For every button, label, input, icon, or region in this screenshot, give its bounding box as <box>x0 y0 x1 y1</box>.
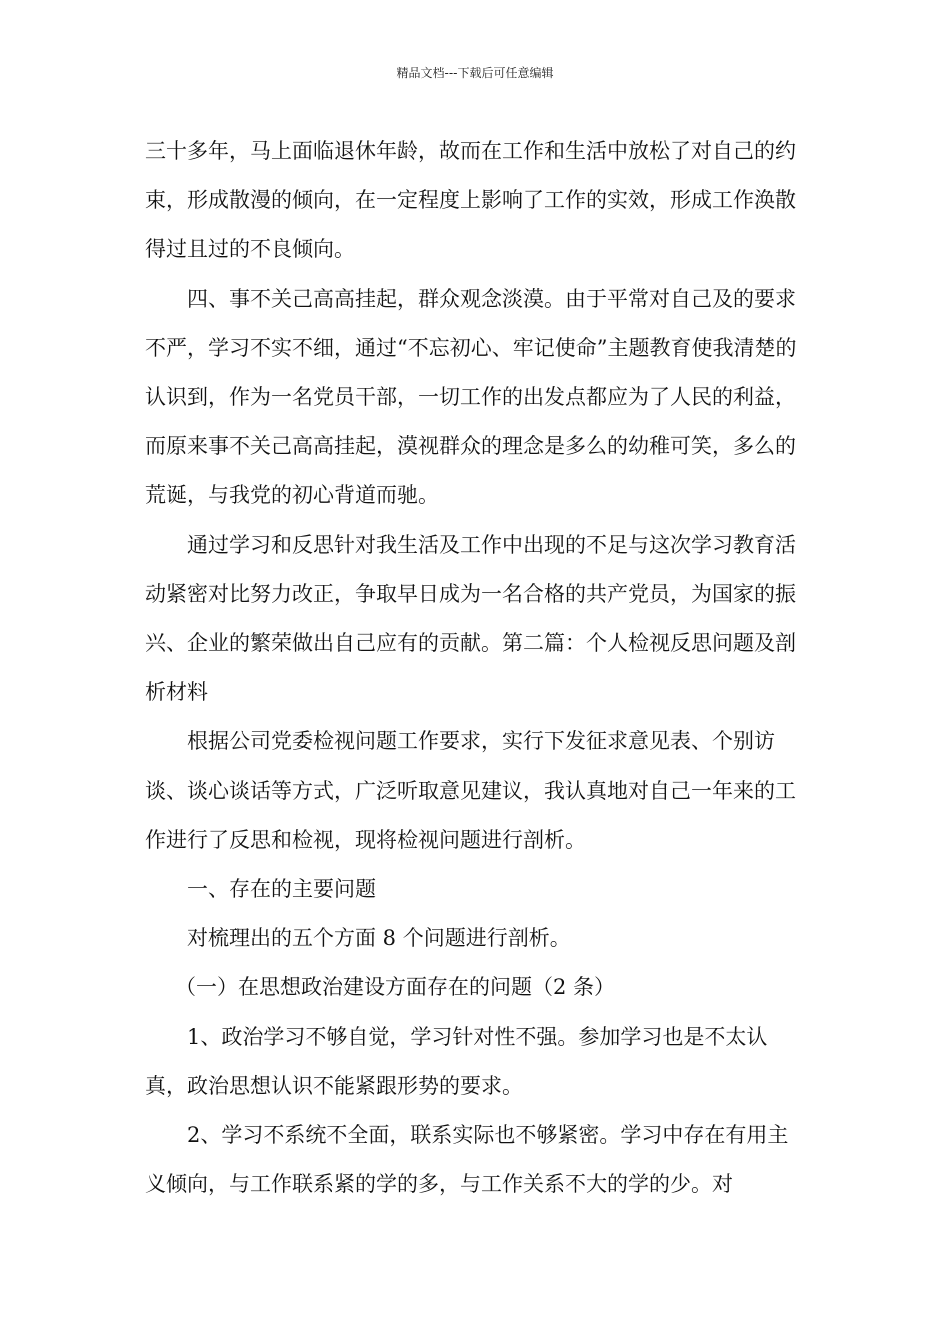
paragraph-analysis-intro: 对梳理出的五个方面 8 个问题进行剖析。 <box>187 926 571 951</box>
section-heading-main-problems: 一、存在的主要问题 <box>187 877 376 902</box>
paragraph-1: 三十多年，马上面临退休年龄，故而在工作和生活中放松了对自己的约束，形成散漫的倾向，在一定程度上影响了工作的实效，形成工作涣散得过且过的不良倾向。 <box>145 139 796 262</box>
paragraph-3: 通过学习和反思针对我生活及工作中出现的不足与这次学习教育活动紧密对比努力改正，争取早日成为一名合格的共产党员，为国家的振兴、企业的繁荣做出自己应有的贡献。第二篇：个人检视反思问题及剖析材料 <box>145 532 796 705</box>
list-item-1: 1、政治学习不够自觉，学习针对性不强。参加学习也是不太认真，政治思想认识不能紧跟形势的要求。 <box>145 1024 768 1098</box>
paragraph-2: 四、事不关己高高挂起，群众观念淡漠。由于平常对自己及的要求不严，学习不实不细，通过“不忘初心、牢记使命”主题教育使我清楚的认识到，作为一名党员干部，一切工作的出发点都应为了人民的利益，而原来事不关己高高挂起，漠视群众的理念是多么的幼稚可笑，多么的荒诞，与我党的初心背道而驰。 <box>145 286 797 508</box>
list-item-2: 2、学习不系统不全面，联系实际也不够紧密。学习中存在有用主义倾向，与工作联系紧的学的多，与工作关系不大的学的少。对 <box>145 1123 789 1197</box>
page-header: 精品文档---下载后可任意编辑 <box>396 66 554 80</box>
subsection-heading-political: （一）在思想政治建设方面存在的问题（2 条） <box>175 975 616 1000</box>
paragraph-4: 根据公司党委检视问题工作要求，实行下发征求意见表、个别访谈、谈心谈话等方式，广泛听取意见建议，我认真地对自己一年来的工作进行了反思和检视，现将检视问题进行剖析。 <box>145 729 796 852</box>
document-body <box>145 127 807 1209</box>
